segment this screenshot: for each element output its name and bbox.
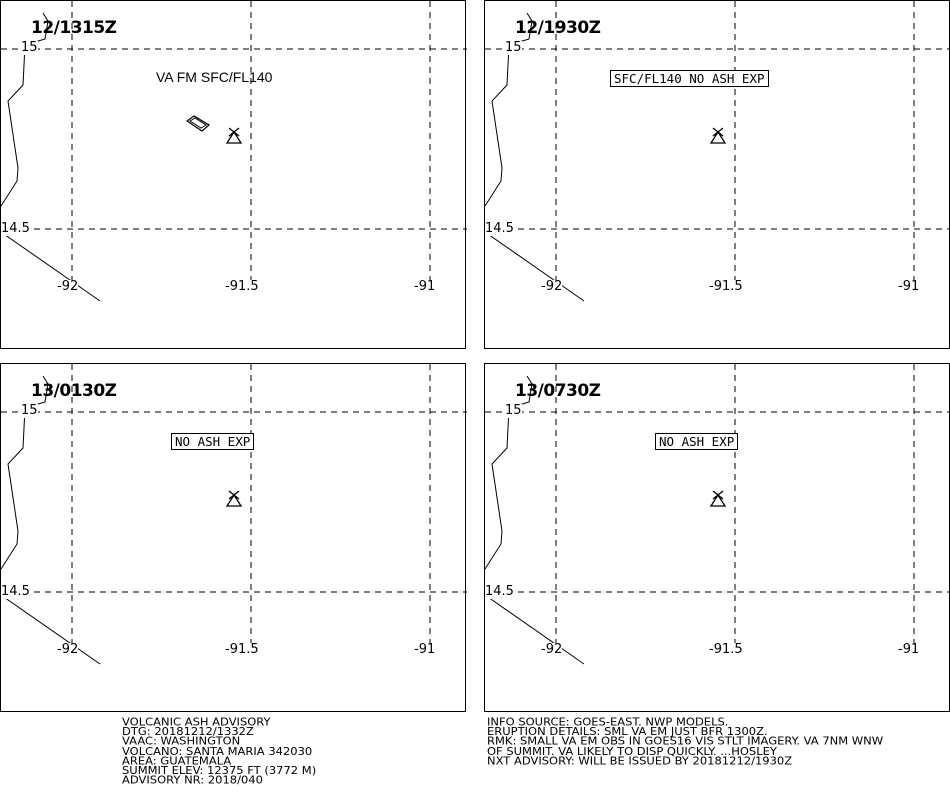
advisory-line: NXT ADVISORY: WILL BE ISSUED BY 20181212/1930Z — [487, 753, 793, 768]
lat-label-14-5: 14.5 — [1, 221, 30, 236]
advisory-line: OF SUMMIT. VA LIKELY TO DISP QUICKLY. ...HOSLEY — [487, 744, 777, 758]
ash-forecast-note: NO ASH EXP — [171, 433, 254, 450]
panel-time: 12/1315Z — [31, 18, 117, 38]
lon-label-92: -92 — [57, 642, 79, 657]
volcano-icon — [711, 128, 725, 143]
map-panel-3 — [0, 363, 466, 712]
advisory-line: AREA: GUATEMALA — [122, 753, 232, 768]
lat-label-15: 15 — [21, 40, 38, 55]
map-panel-2 — [484, 0, 950, 349]
lon-label-91-5: -91.5 — [225, 642, 259, 657]
coastline — [1, 13, 100, 301]
advisory-line: INFO SOURCE: GOES-EAST. NWP MODELS. — [487, 715, 729, 729]
coastline — [1, 376, 100, 664]
lon-label-91: -91 — [898, 279, 920, 294]
lon-label-92: -92 — [541, 279, 563, 294]
advisory-line: ERUPTION DETAILS: SML VA EM JUST BFR 1300Z. — [487, 724, 768, 739]
lon-label-91: -91 — [414, 642, 436, 657]
advisory-line: ADVISORY NR: 2018/040 — [122, 773, 263, 787]
lat-label-15: 15 — [21, 403, 38, 418]
advisory-line: RMK: SMALL VA EM OBS IN GOES16 VIS STLT IMAGERY. VA 7NM WNW — [487, 734, 884, 748]
map-panel-4 — [484, 363, 950, 712]
lon-label-91-5: -91.5 — [709, 279, 743, 294]
coastline — [485, 376, 584, 664]
lat-label-14-5: 14.5 — [485, 221, 514, 236]
map-canvas — [485, 1, 950, 350]
lon-label-91: -91 — [414, 279, 436, 294]
panel-time: 13/0130Z — [31, 381, 117, 401]
advisory-line: VOLCANO: SANTA MARIA 342030 — [122, 744, 313, 758]
lat-label-14-5: 14.5 — [485, 584, 514, 599]
map-canvas — [1, 364, 467, 713]
advisory-line: VOLCANIC ASH ADVISORY — [122, 715, 271, 729]
coastline — [485, 13, 584, 301]
lon-label-92: -92 — [541, 642, 563, 657]
map-canvas — [1, 1, 467, 350]
lon-label-91: -91 — [898, 642, 920, 657]
lon-label-92: -92 — [57, 279, 79, 294]
advisory-line: SUMMIT ELEV: 12375 FT (3772 M) — [122, 763, 317, 777]
lat-label-15: 15 — [505, 40, 522, 55]
advisory-header-text — [122, 717, 316, 785]
volcano-icon — [227, 128, 241, 143]
advisory-line: VAAC: WASHINGTON — [122, 734, 241, 748]
map-canvas — [485, 364, 950, 713]
lon-label-91-5: -91.5 — [225, 279, 259, 294]
map-panel-1 — [0, 0, 466, 349]
ash-polygon — [187, 116, 209, 131]
ash-forecast-note: VA FM SFC/FL140 — [156, 69, 273, 85]
lat-label-15: 15 — [505, 403, 522, 418]
panel-time: 12/1930Z — [515, 18, 601, 38]
lon-label-91-5: -91.5 — [709, 642, 743, 657]
volcano-icon — [227, 491, 241, 506]
ash-forecast-note: NO ASH EXP — [655, 433, 738, 450]
lat-label-14-5: 14.5 — [1, 584, 30, 599]
ash-forecast-note: SFC/FL140 NO ASH EXP — [610, 70, 769, 87]
volcano-icon — [711, 491, 725, 506]
panel-time: 13/0730Z — [515, 381, 601, 401]
advisory-line: DTG: 20181212/1332Z — [122, 724, 254, 739]
advisory-details-text — [487, 715, 884, 768]
